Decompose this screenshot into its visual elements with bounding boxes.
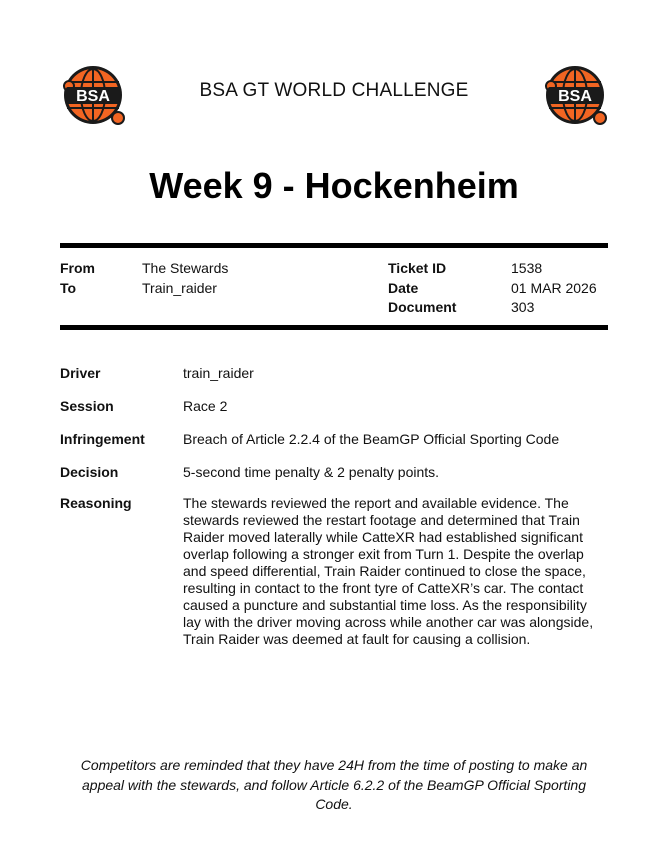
bottom-divider: [60, 325, 608, 330]
document-title: Week 9 - Hockenheim: [149, 165, 519, 206]
from-value: The Stewards: [142, 260, 229, 276]
meta-date-row: [388, 279, 597, 299]
meta-ticket-row: [388, 259, 597, 279]
detail-row-session: [60, 398, 608, 415]
meta-sender-block: [60, 259, 228, 298]
decision-details: [60, 365, 608, 664]
date-label: Date: [388, 279, 419, 296]
top-divider: [60, 243, 608, 248]
bsa-logo-left-text: BSA: [76, 88, 110, 105]
detail-row-reasoning: [60, 495, 608, 648]
date-value: 01 MAR 2026: [511, 279, 597, 296]
ticket-id-value: 1538: [511, 260, 543, 276]
appeal-notice: Competitors are reminded that they have 24H from the time of posting to make an appeal with the stewards, and follow Article 6.2.2 of the BeamGP Official Sporting Code.: [80, 757, 588, 812]
infringement-label: Infringement: [60, 431, 145, 447]
detail-row-driver: [60, 365, 608, 382]
document-value: 303: [511, 299, 535, 315]
meta-to-row: [60, 279, 228, 299]
to-value: Train_raider: [142, 279, 217, 296]
detail-row-decision: [60, 464, 608, 481]
session-label: Session: [60, 398, 114, 414]
decision-value: 5-second time penalty & 2 penalty points.: [183, 464, 440, 480]
reasoning-label: Reasoning: [60, 495, 132, 511]
ticket-id-label: Ticket ID: [388, 260, 447, 276]
bsa-logo-right-text: BSA: [558, 88, 592, 105]
document-label: Document: [388, 299, 457, 315]
decision-label: Decision: [60, 464, 119, 480]
driver-label: Driver: [60, 365, 101, 381]
to-label: To: [60, 279, 77, 296]
session-value: Race 2: [183, 398, 228, 414]
from-label: From: [60, 260, 95, 276]
organization-title: BSA GT WORLD CHALLENGE: [199, 80, 469, 101]
meta-from-row: [60, 259, 228, 279]
detail-row-infringement: [60, 431, 608, 448]
meta-document-row: [388, 298, 597, 318]
reasoning-value: The stewards reviewed the report and available evidence. The stewards reviewed the restart footage and determined that Train Raider moved laterally while CatteXR had established significant overlap following a stronger exit from Turn 1. Despite the overlap and speed differential, Train Raider continued to close the space, resulting in contact to the front tyre of CatteXR’s car. The contact caused a puncture and substantial time loss. As the responsibility lay with the driver moving across while another car was alongside, Train Raider was deemed at fault for causing a collision.: [183, 495, 594, 647]
meta-ticket-block: [388, 259, 597, 318]
driver-value: train_raider: [183, 365, 254, 381]
infringement-value: Breach of Article 2.2.4 of the BeamGP Official Sporting Code: [183, 431, 560, 447]
